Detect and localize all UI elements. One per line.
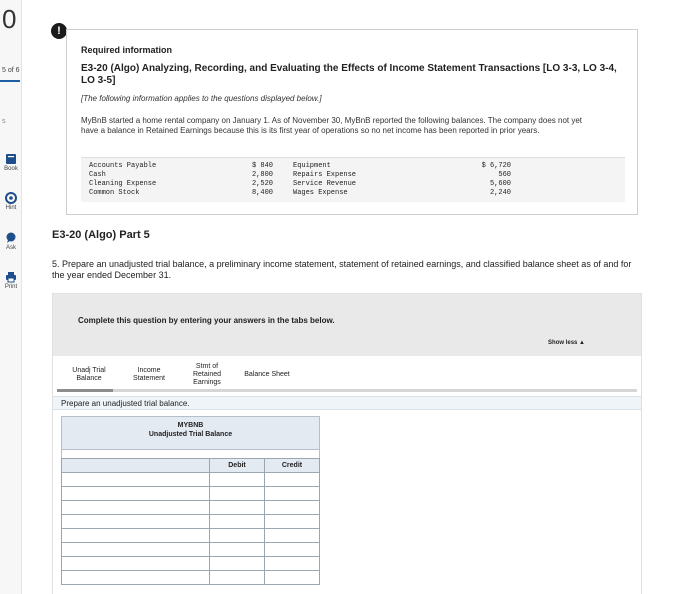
task-prompt: Prepare an unadjusted trial balance. bbox=[53, 396, 641, 410]
account-select[interactable] bbox=[62, 487, 210, 501]
debit-input[interactable] bbox=[210, 487, 265, 501]
balance-account: Cleaning Expense bbox=[89, 180, 157, 188]
debit-input[interactable] bbox=[210, 473, 265, 487]
balances-box bbox=[81, 157, 625, 202]
debit-input[interactable] bbox=[210, 543, 265, 557]
account-select[interactable] bbox=[62, 557, 210, 571]
tab-income-statement[interactable]: Income Statement bbox=[133, 367, 165, 382]
print-icon bbox=[5, 271, 17, 283]
balance-amount: $ 840 bbox=[251, 162, 273, 170]
trial-balance-head-row bbox=[62, 459, 320, 473]
credit-input[interactable] bbox=[265, 557, 320, 571]
balance-account: Wages Expense bbox=[293, 189, 348, 197]
answer-header bbox=[53, 294, 641, 356]
balance-amount: $ 6,720 bbox=[481, 162, 511, 170]
print-label: Print bbox=[4, 284, 18, 290]
trial-balance-header bbox=[61, 416, 320, 450]
info-title: Required information bbox=[81, 45, 173, 55]
balance-amount: 2,800 bbox=[251, 171, 273, 179]
credit-input[interactable] bbox=[265, 543, 320, 557]
balance-amount: 5,600 bbox=[489, 180, 511, 188]
table-row bbox=[62, 571, 320, 585]
tab-balance-sheet[interactable]: Balance Sheet bbox=[244, 371, 290, 378]
balance-amount: 560 bbox=[498, 171, 511, 179]
debit-input[interactable] bbox=[210, 515, 265, 529]
account-select[interactable] bbox=[62, 501, 210, 515]
book-label: Book bbox=[4, 166, 18, 172]
account-select[interactable] bbox=[62, 473, 210, 487]
credit-input[interactable] bbox=[265, 571, 320, 585]
table-row bbox=[62, 473, 320, 487]
info-body: MyBnB started a home rental company on January 1. As of November 30, MyBnB reported the following balances. The company does not yet have a balance in Retained Earnings because this is its first year of operations so no net income has been reported in prior years. bbox=[81, 116, 583, 135]
part-title: E3-20 (Algo) Part 5 bbox=[52, 229, 150, 241]
book-button[interactable] bbox=[0, 153, 22, 172]
trial-balance-company: MYBNB bbox=[177, 422, 204, 429]
question-progress[interactable]: 5 of 6 bbox=[2, 67, 20, 74]
debit-input[interactable] bbox=[210, 529, 265, 543]
table-row bbox=[62, 487, 320, 501]
credit-header: Credit bbox=[265, 459, 320, 473]
debit-input[interactable] bbox=[210, 571, 265, 585]
account-select[interactable] bbox=[62, 515, 210, 529]
balance-account: Cash bbox=[89, 171, 106, 179]
table-row bbox=[62, 515, 320, 529]
rail-mark: s bbox=[2, 118, 6, 125]
balances-left-accounts bbox=[89, 162, 156, 198]
print-button[interactable] bbox=[0, 271, 22, 290]
info-note: [The following information applies to the questions displayed below.] bbox=[81, 94, 322, 103]
part-instructions: 5. Prepare an unadjusted trial balance, a preliminary income statement, statement of retained earnings, and classified balance sheet as of and for the year ended December 31. bbox=[52, 259, 632, 280]
tab-stmt-retained-earnings[interactable]: Stmt of Retained Earnings bbox=[192, 363, 222, 386]
account-select[interactable] bbox=[62, 543, 210, 557]
left-rail bbox=[0, 0, 22, 594]
answer-prompt: Complete this question by entering your answers in the tabs below. bbox=[78, 316, 335, 325]
answer-panel bbox=[52, 293, 642, 594]
debit-input[interactable] bbox=[210, 501, 265, 515]
ask-label: Ask bbox=[5, 245, 16, 251]
trial-balance-worksheet bbox=[61, 416, 320, 585]
debit-input[interactable] bbox=[210, 557, 265, 571]
credit-input[interactable] bbox=[265, 501, 320, 515]
account-select[interactable] bbox=[62, 529, 210, 543]
show-less-button[interactable]: Show less ▲ bbox=[548, 340, 585, 346]
book-icon bbox=[5, 153, 17, 165]
credit-input[interactable] bbox=[265, 487, 320, 501]
balances-right-accounts bbox=[293, 162, 356, 198]
balance-account: Common Stock bbox=[89, 189, 140, 197]
balance-account: Accounts Payable bbox=[89, 162, 157, 170]
table-row bbox=[62, 529, 320, 543]
hint-label: Hint bbox=[5, 205, 17, 211]
balance-amount: 8,400 bbox=[251, 189, 273, 197]
tab-unadj-trial-balance[interactable]: Unadj Trial Balance bbox=[72, 367, 106, 382]
table-row bbox=[62, 501, 320, 515]
balance-account: Equipment bbox=[293, 162, 331, 170]
trial-balance-spacer bbox=[61, 450, 320, 458]
exercise-heading: E3-20 (Algo) Analyzing, Recording, and Evaluating the Effects of Income Statement Transactions [LO 3-3, LO 3-4, LO 3-5] bbox=[81, 63, 617, 86]
credit-input[interactable] bbox=[265, 473, 320, 487]
balance-account: Repairs Expense bbox=[293, 171, 357, 179]
alert-icon: ! bbox=[51, 23, 67, 39]
account-select[interactable] bbox=[62, 571, 210, 585]
trial-balance-table bbox=[61, 458, 320, 585]
required-information-panel bbox=[66, 29, 638, 215]
credit-input[interactable] bbox=[265, 529, 320, 543]
balances-left-amounts bbox=[239, 162, 273, 198]
balance-amount: 2,240 bbox=[489, 189, 511, 197]
hint-icon bbox=[5, 192, 17, 204]
tab-strip bbox=[57, 389, 637, 392]
account-header-cell bbox=[62, 459, 210, 473]
table-row bbox=[62, 557, 320, 571]
debit-header: Debit bbox=[210, 459, 265, 473]
balances-right-amounts bbox=[467, 162, 511, 198]
trial-balance-title: Unadjusted Trial Balance bbox=[148, 431, 233, 438]
hint-button[interactable] bbox=[0, 192, 22, 211]
question-number-glyph: 0 bbox=[2, 4, 17, 34]
balance-account: Service Revenue bbox=[293, 180, 357, 188]
ask-icon bbox=[5, 232, 17, 244]
active-tab-indicator bbox=[57, 389, 113, 392]
table-row bbox=[62, 543, 320, 557]
balance-amount: 2,520 bbox=[251, 180, 273, 188]
credit-input[interactable] bbox=[265, 515, 320, 529]
progress-bar bbox=[0, 80, 20, 82]
ask-button[interactable] bbox=[0, 232, 22, 251]
